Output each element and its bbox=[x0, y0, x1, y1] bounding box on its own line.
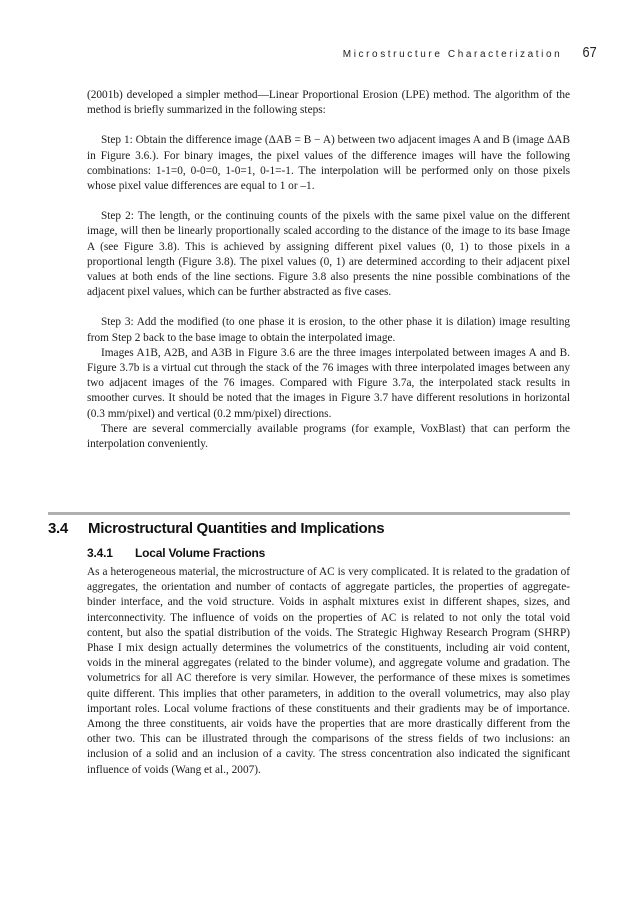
subsection-heading bbox=[87, 546, 265, 560]
paragraph-step-1: Step 1: Obtain the difference image (ΔAB = B − A) between two adjacent images A and B (image ΔAB in Figure 3.6.). For binary images, the pixel values of the difference images will have the following combinations: 1-1=0, 0-0=0, 1-0=1, 0-1=-1. The interpolation will be performed only on those pixels whose pixel value differences are equal to 1 or –1. bbox=[87, 134, 570, 193]
body-text-section bbox=[87, 565, 570, 778]
paragraph-local-volume-fractions: As a heterogeneous material, the microstructure of AC is very complicated. It is related to the gradation of aggregates, the orientation and number of contacts of aggregate particles, the properties of aggregate-binder interface, and the void structure. Voids in asphalt mixtures exist in different shapes, sizes, and interconnectivity. The influence of voids on the properties of AC is related to not only the total void content, but also the spatial distribution of the voids. The Strategic Highway Research Program (SHRP) Phase I mix design actually determines the volumetrics of the constituents, including air void content, voids in the mineral aggregates (related to the binder volume), and aggregate volume and gradation. The volumetrics for all AC therefore is very similar. However, the performance of these mixes is sometimes quite different. This implies that other parameters, in addition to the overall volumetrics, may also play important roles. Local volume fractions of these constituents and their gradients may be of importance. Among the three constituents, air voids have the properties that are more drastically different from the other two. This can be illustrated through the comparisons of the stress fields of two inclusions: an inclusion of a solid and an inclusion of a cavity. The stress concentration also indicated the significant influence of voids (Wang et al., 2007). bbox=[87, 566, 570, 776]
paragraph-intro: (2001b) developed a simpler method—Linear Proportional Erosion (LPE) method. The algorithm of the method is briefly summarized in the following steps: bbox=[87, 89, 570, 117]
running-head bbox=[300, 44, 597, 61]
section-title: Microstructural Quantities and Implications bbox=[88, 520, 385, 537]
section-heading bbox=[48, 520, 384, 537]
section-number: 3.4 bbox=[48, 520, 68, 537]
subsection-number: 3.4.1 bbox=[87, 546, 113, 560]
body-text-top bbox=[87, 88, 570, 452]
paragraph-step-3: Step 3: Add the modified (to one phase it is erosion, to the other phase it is dilation) image resulting from Step 2 back to the base image to obtain the interpolated image. bbox=[87, 316, 570, 344]
paragraph-interpolated-images: Images A1B, A2B, and A3B in Figure 3.6 are the three images interpolated between images A and B. Figure 3.7b is a virtual cut through the stack of the 76 images with three interpolated images between any two adjacent images of the 76 images. Compared with Figure 3.7a, the interpolated stack results in smoother curves. It should be noted that the images in Figure 3.7 have different resolutions in horizontal (0.3 mm/pixel) and vertical (0.2 mm/pixel) directions. bbox=[87, 346, 570, 420]
paragraph-step-2: Step 2: The length, or the continuing counts of the pixels with the same pixel value on the different image, will then be linearly proportionally scaled according to the distance of the image to its base Image A (see Figure 3.8). This is achieved by assigning different pixel values (0, 1) to those pixels in a proportional length (Figure 3.8). The pixel values (0, 1) are determined according to their adjacent pixel values at both ends of the line sections. Figure 3.8 also presents the nine possible combinations of the adjacent pixel values, which can be further abstracted as five cases. bbox=[87, 210, 570, 299]
section-divider bbox=[48, 512, 570, 515]
paragraph-programs: There are several commercially available programs (for example, VoxBlast) that can perform the interpolation conveniently. bbox=[87, 422, 570, 451]
page-number: 67 bbox=[582, 44, 597, 61]
running-head-title: Microstructure Characterization bbox=[342, 49, 563, 60]
subsection-title: Local Volume Fractions bbox=[135, 546, 266, 560]
